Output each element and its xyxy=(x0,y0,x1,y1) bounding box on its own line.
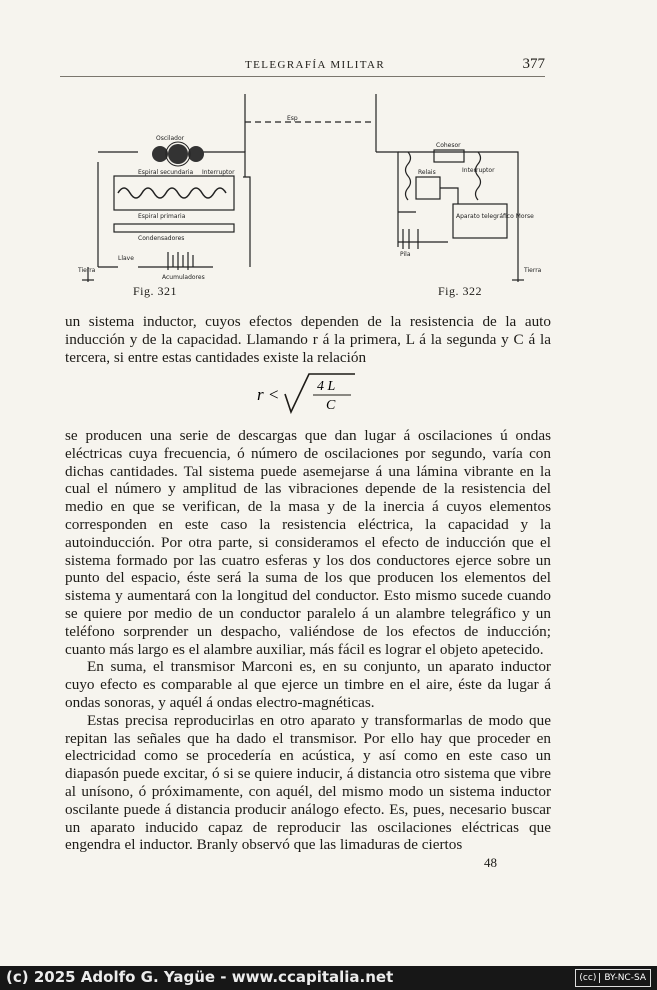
formula xyxy=(255,372,375,416)
cc-icon: (cc) xyxy=(576,973,600,983)
paragraph-1: un sistema inductor, cuyos efectos dependen de la resistencia de la auto inducción y de la capacidad. Llamando r á la primera, L á la segunda y C á la tercera, si entre estas cantidades existe la relación xyxy=(65,313,551,366)
fig-321-caption: Fig. 321 xyxy=(133,284,178,298)
label-tierra-right: Tierra xyxy=(524,267,542,274)
label-relais: Relais xyxy=(418,169,436,176)
page-number: 377 xyxy=(522,56,545,72)
label-interruptor: Interruptor xyxy=(202,169,235,176)
label-espiral-primaria: Espiral primaria xyxy=(138,213,186,220)
signature-mark: 48 xyxy=(484,855,497,870)
label-esp: Esp xyxy=(287,115,298,122)
label-acumuladores: Acumuladores xyxy=(162,274,205,281)
paragraph-3: En suma, el transmisor Marconi es, en su conjunto, un aparato inductor cuyo efecto es comparable al que ejerce un timbre en el aire, éste da lugar á ondas sonoras, y aquél á ondas electro-magnéticas. xyxy=(65,658,551,711)
formula-denominator: C xyxy=(326,398,336,413)
label-interruptor2: Interruptor xyxy=(462,167,495,174)
label-tierra-left: Tierra xyxy=(78,267,96,274)
running-title: TELEGRAFÍA MILITAR xyxy=(245,59,386,71)
header-rule xyxy=(60,76,545,77)
body-paragraphs xyxy=(65,427,551,854)
label-llave: Llave xyxy=(118,255,134,262)
circuit-diagram xyxy=(78,92,548,282)
label-oscilador: Oscilador xyxy=(156,135,185,142)
body-paragraph-1 xyxy=(65,313,551,366)
formula-lhs: r < xyxy=(257,385,280,404)
license-text: BY-NC-SA xyxy=(604,973,646,983)
license-badge xyxy=(575,969,651,987)
paragraph-4: Estas precisa reproducirlas en otro aparato y transformarlas de modo que repitan las señales que ha dado el transmisor. Por ello hay que proceder en electricidad como se procedería en acústica, y así como en este caso un diapasón puede excitar, ó si se quiere inducir, á distancia otro sistema que vibre al unísono, ó próximamente, con aquél, del mismo modo un sistema inductor oscilante puede á distancia producir análogo efecto. Es, pues, necesario buscar un aparato inducido capaz de reproducir las oscilaciones eléctricas que engendra el inductor. Branly observó que las limaduras de ciertos xyxy=(65,711,551,854)
label-pila: Pila xyxy=(400,251,411,258)
label-morse: Aparato telegráfico Morse xyxy=(456,213,534,220)
circuit-figures xyxy=(78,92,548,312)
page-header xyxy=(60,56,545,78)
footer-credit: (c) 2025 Adolfo G. Yagüe - www.ccapitalia.net xyxy=(6,968,394,986)
radical-sign xyxy=(255,372,375,416)
label-condensadores: Condensadores xyxy=(138,235,185,242)
formula-numerator: 4 L xyxy=(317,379,336,394)
label-cohesor: Cohesor xyxy=(436,142,461,149)
paragraph-2: se producen una serie de descargas que dan lugar á oscilaciones ú ondas eléctricas cuya frecuencia, ó número de oscilaciones por segundo, varía con dichas cantidades. Tal sistema puede asemejarse á una lámina vibrante en la cual el número y amplitud de las vibraciones depende de la resistencia del medio en que se verifican, de la masa y de la inercia á cuyos elementos corresponden en este caso la resistencia eléctrica, la capacidad y la autoinducción. Por otra parte, si consideramos el efecto de inducción que el sistema formado por las cuatro esferas y los dos conductores ejerce sobre un punto del espacio, éste será la suma de los que producen los elementos del sistema y aumentará con la longitud del conductor. Esto mismo sucede cuando se quiere por medio de un conductor paralelo á un alambre telegráfico y un teléfono sorprender un despacho, valiéndose de los efectos de inducción; cuanto más largo es el alambre auxiliar, más fácil es lograr el objeto apetecido. xyxy=(65,427,551,658)
fig-322-caption: Fig. 322 xyxy=(438,284,483,298)
label-espiral-secundaria: Espiral secundaria xyxy=(138,169,194,176)
footer-bar xyxy=(0,966,657,990)
